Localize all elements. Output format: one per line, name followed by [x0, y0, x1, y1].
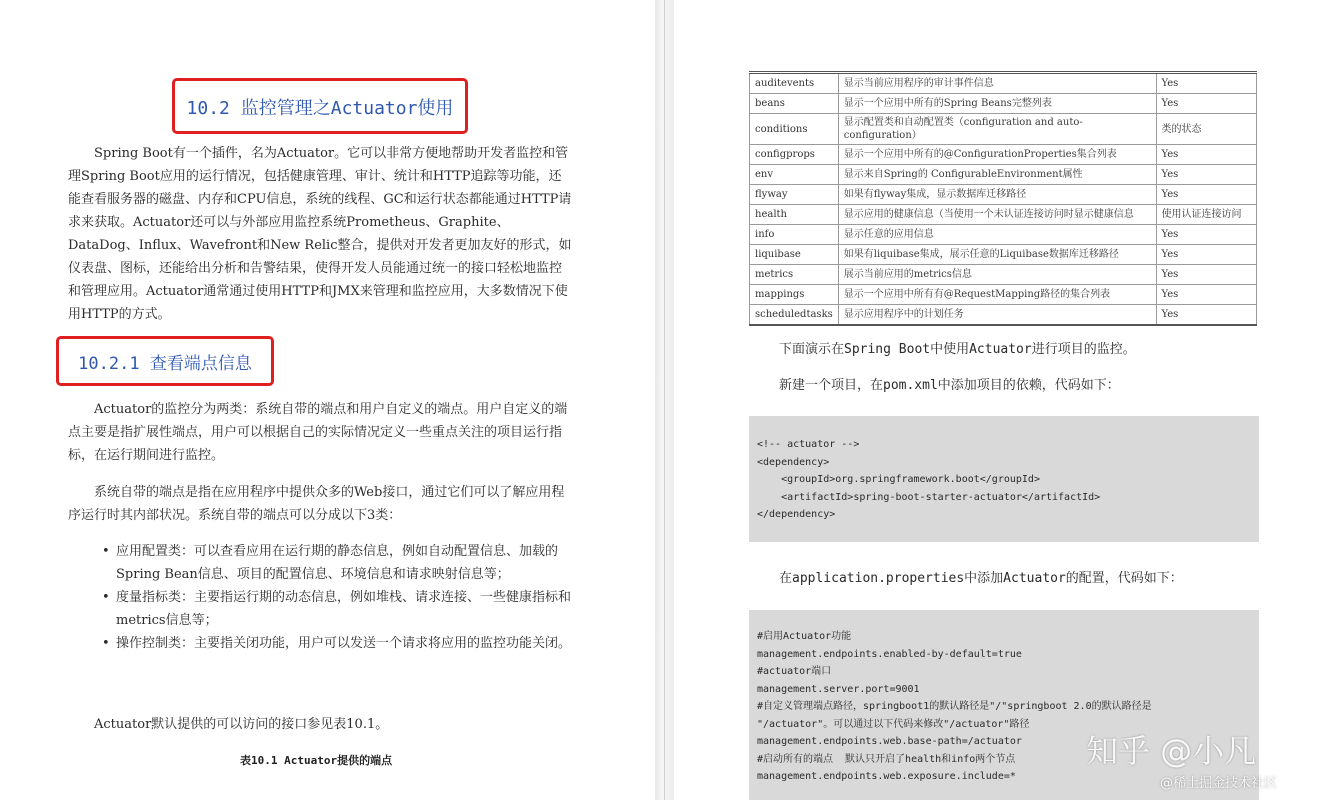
endpoint-enabled-cell: Yes — [1156, 165, 1256, 185]
endpoint-desc-cell: 显示一个应用中所有有@RequestMapping路径的集合列表 — [838, 285, 1156, 305]
code-line: <groupId>org.springframework.boot</groupId> — [757, 474, 1040, 485]
subsection-title: 10.2.1 查看端点信息 — [56, 336, 274, 386]
list-item: • 度量指标类：主要指运行期的动态信息，例如堆栈、请求连接、一些健康指标和metrics信息等； — [100, 586, 580, 632]
intro-paragraph — [68, 142, 574, 326]
endpoint-id-cell: flyway — [750, 185, 839, 205]
list-item: • 应用配置类：可以查看应用在运行期的静态信息，例如自动配置信息、加载的Spring Bean信息、项目的配置信息、环境信息和请求映射信息等； — [100, 540, 580, 586]
endpoint-enabled-cell: Yes — [1156, 73, 1256, 94]
new-project-text: 新建一个项目，在pom.xml中添加项目的依赖，代码如下： — [779, 378, 1120, 393]
endpoint-enabled-cell: 类的状态 — [1156, 114, 1256, 145]
table-row — [750, 245, 1257, 265]
table-reference-text: Actuator默认提供的可以访问的接口参见表10.1。 — [94, 717, 389, 732]
endpoint-enabled-cell: Yes — [1156, 185, 1256, 205]
table-row — [750, 114, 1257, 145]
table-row — [750, 185, 1257, 205]
table-row — [750, 305, 1257, 326]
config-text: 在application.properties中添加Actuator的配置，代码如下： — [779, 571, 1183, 586]
intro-text: Spring Boot有一个插件，名为Actuator。它可以非常方便地帮助开发者监控和管理Spring Boot应用的运行情况，包括健康管理、审计、统计和HTTP追踪等功能，还能查看服务器的磁盘、内存和CPU信息，系统的线程、GC和运行状态都能通过HTTP请求来获取。Actuator还可以与外部应用监控系统Prometheus、Graphite、DataDog、Influx、Wavefront和New Relic整合，提供对开发者更加友好的形式，如仪表盘、图标，还能给出分析和告警结果，使得开发人员能通过统一的接口轻松地监控和管理应用。Actuator通常通过使用HTTP和JMX来管理和监控应用，大多数情况下使用HTTP的方式。 — [68, 146, 572, 322]
table-row — [750, 94, 1257, 114]
endpoint-enabled-cell: Yes — [1156, 94, 1256, 114]
endpoint-id-cell: conditions — [750, 114, 839, 145]
endpoint-id-cell: mappings — [750, 285, 839, 305]
endpoint-enabled-cell: 使用认证连接访问 — [1156, 205, 1256, 225]
endpoint-id-cell: configprops — [750, 145, 839, 165]
table-row — [750, 265, 1257, 285]
endpoint-types-paragraph — [68, 398, 574, 467]
endpoint-desc-cell: 显示应用程序中的计划任务 — [838, 305, 1156, 326]
pom-code-block — [749, 416, 1259, 542]
endpoint-desc-cell: 显示配置类和自动配置类（configuration and auto-configuration） — [838, 114, 1156, 145]
code-line: #启用Actuator功能 — [757, 631, 852, 642]
endpoints-table — [749, 71, 1257, 326]
endpoint-desc-cell: 显示当前应用程序的审计事件信息 — [838, 73, 1156, 94]
table-row — [750, 285, 1257, 305]
endpoint-enabled-cell: Yes — [1156, 245, 1256, 265]
endpoint-id-cell: env — [750, 165, 839, 185]
page-divider — [664, 0, 665, 800]
endpoint-desc-cell: 显示一个应用中所有的Spring Beans完整列表 — [838, 94, 1156, 114]
endpoint-enabled-cell: Yes — [1156, 265, 1256, 285]
code-line: </dependency> — [757, 509, 836, 520]
endpoint-desc-cell: 如果有liquibase集成，展示任意的Liquibase数据库迁移路径 — [838, 245, 1156, 265]
code-line: #启动所有的端点 默认只开启了health和info两个节点 — [757, 753, 1016, 765]
endpoint-id-cell: liquibase — [750, 245, 839, 265]
endpoint-desc-cell: 显示应用的健康信息（当使用一个未认证连接访问时显示健康信息 — [838, 205, 1156, 225]
code-line: <artifactId>spring-boot-starter-actuator</artifactId> — [757, 491, 1101, 503]
demo-text: 下面演示在Spring Boot中使用Actuator进行项目的监控。 — [779, 342, 1136, 357]
endpoint-desc-cell: 显示来自Spring的 ConfigurableEnvironment属性 — [838, 165, 1156, 185]
bullet-icon: • — [102, 590, 110, 605]
endpoint-enabled-cell: Yes — [1156, 285, 1256, 305]
endpoint-enabled-cell: Yes — [1156, 225, 1256, 245]
endpoint-id-cell: health — [750, 205, 839, 225]
endpoint-id-cell: metrics — [750, 265, 839, 285]
endpoint-desc-cell: 显示任意的应用信息 — [838, 225, 1156, 245]
zhihu-watermark: 知乎 @小凡 — [1086, 732, 1257, 770]
table-caption: 表10.1 Actuator提供的端点 — [240, 754, 393, 767]
endpoint-id-cell: beans — [750, 94, 839, 114]
endpoint-id-cell: auditevents — [750, 73, 839, 94]
table-row — [750, 165, 1257, 185]
code-line: <!-- actuator --> — [757, 439, 860, 450]
endpoint-id-cell: scheduledtasks — [750, 305, 839, 326]
endpoint-enabled-cell: Yes — [1156, 145, 1256, 165]
endpoint-types-text: Actuator的监控分为两类：系统自带的端点和用户自定义的端点。用户自定义的端点主要是指扩展性端点，用户可以根据自己的实际情况定义一些重点关注的项目运行指标，在运行期间进行监控。 — [68, 402, 568, 463]
table-reference-paragraph — [68, 713, 574, 736]
endpoint-category-list — [100, 540, 580, 655]
endpoint-desc-cell: 显示一个应用中所有的@ConfigurationProperties集合列表 — [838, 145, 1156, 165]
juejin-watermark: @稀土掘金技术社区 — [1160, 776, 1278, 791]
table-row — [750, 145, 1257, 165]
bullet-icon: • — [102, 636, 110, 651]
code-line: management.endpoints.enabled-by-default=true — [757, 648, 1022, 660]
code-line: <dependency> — [757, 456, 830, 468]
builtin-endpoints-text: 系统自带的端点是指在应用程序中提供众多的Web接口，通过它们可以了解应用程序运行时其内部状况。系统自带的端点可以分成以下3类： — [68, 485, 565, 523]
code-line: "/actuator"。可以通过以下代码来修改"/actuator"路径 — [757, 718, 1030, 730]
code-line: management.endpoints.web.base-path=/actuator — [757, 736, 1022, 747]
table-row — [750, 205, 1257, 225]
list-item: • 操作控制类：主要指关闭功能，用户可以发送一个请求将应用的监控功能关闭。 — [100, 632, 580, 655]
endpoint-id-cell: info — [750, 225, 839, 245]
endpoint-enabled-cell: Yes — [1156, 305, 1256, 326]
table-row — [750, 225, 1257, 245]
endpoint-desc-cell: 展示当前应用的metrics信息 — [838, 265, 1156, 285]
section-title: 10.2 监控管理之Actuator使用 — [172, 78, 468, 134]
code-line: management.endpoints.web.exposure.include=* — [757, 771, 1016, 782]
endpoint-desc-cell: 如果有flyway集成，显示数据库迁移路径 — [838, 185, 1156, 205]
builtin-endpoints-paragraph — [68, 481, 574, 527]
bullet-icon: • — [102, 544, 110, 559]
code-line: #actuator端口 — [757, 666, 832, 677]
table-row — [750, 73, 1257, 94]
code-line: #自定义管理端点路径，springboot1的默认路径是"/"springboot 2.0的默认路径是 — [757, 701, 1152, 712]
code-line: management.server.port=9001 — [757, 683, 920, 695]
